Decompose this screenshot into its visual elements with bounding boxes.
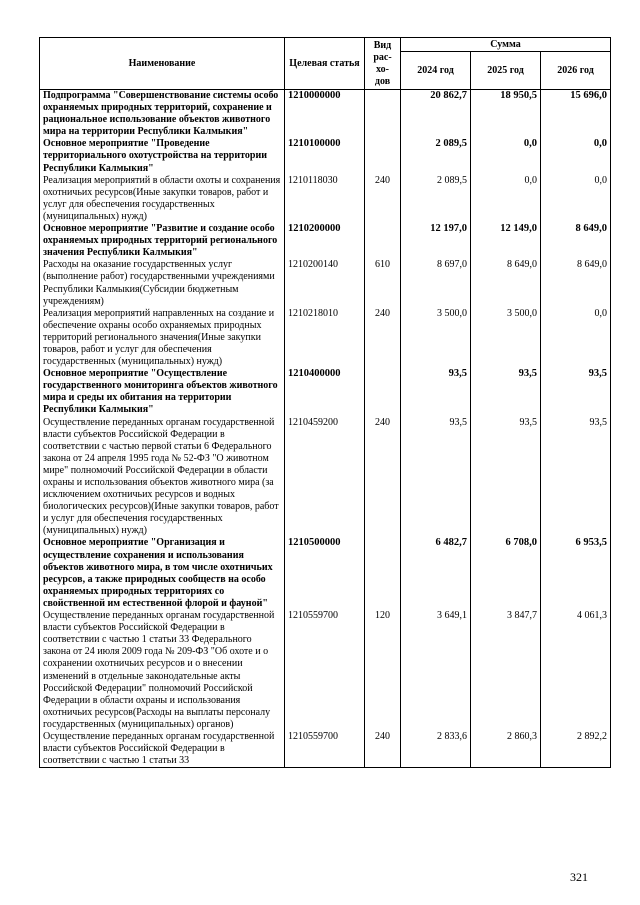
header-year-2025: 2025 год — [471, 52, 541, 90]
row-vid: 240 — [365, 175, 401, 223]
row-name: Основное мероприятие "Организация и осуществление сохранения и использования объектов животного мира, в том числе охотничьих ресурсов, а также природных сообществ на особо охраняемых природных территориях со свойственной им естественной флорой и фауной" — [40, 537, 285, 610]
row-2026: 93,5 — [541, 368, 611, 416]
table-row — [40, 138, 611, 174]
header-sum: Сумма — [401, 38, 611, 52]
row-2025: 93,5 — [471, 417, 541, 538]
row-2024: 20 862,7 — [401, 90, 471, 139]
table-row — [40, 731, 611, 768]
row-2026: 6 953,5 — [541, 537, 611, 610]
row-2024: 8 697,0 — [401, 259, 471, 307]
row-code: 1210000000 — [285, 90, 365, 139]
table-row — [40, 259, 611, 307]
row-2025: 2 860,3 — [471, 731, 541, 768]
row-code: 1210400000 — [285, 368, 365, 416]
row-2024: 3 500,0 — [401, 308, 471, 368]
row-name: Основное мероприятие "Осуществление государственного мониторинга объектов животного мира и среды их обитания на территории Республики Калмыкия" — [40, 368, 285, 416]
row-2024: 2 833,6 — [401, 731, 471, 768]
row-2025: 18 950,5 — [471, 90, 541, 139]
row-2026: 4 061,3 — [541, 610, 611, 731]
row-name: Подпрограмма "Совершенствование системы особо охраняемых природных территорий, сохранение и рациональное использование объектов животного мира на территории Республики Калмыкия" — [40, 90, 285, 139]
row-2026: 2 892,2 — [541, 731, 611, 768]
row-name: Основное мероприятие "Развитие и создание особо охраняемых природных территорий регионального значения Республики Калмыкия" — [40, 223, 285, 259]
row-vid: 240 — [365, 308, 401, 368]
row-vid — [365, 138, 401, 174]
row-2026: 0,0 — [541, 138, 611, 174]
header-target-article: Целевая статья — [285, 38, 365, 90]
row-code: 1210218010 — [285, 308, 365, 368]
table-row — [40, 175, 611, 223]
row-name: Расходы на оказание государственных услуг (выполнение работ) государственными учреждениями Республики Калмыкия(Субсидии бюджетным учреждениям) — [40, 259, 285, 307]
row-code: 1210200000 — [285, 223, 365, 259]
row-2025: 3 500,0 — [471, 308, 541, 368]
row-vid — [365, 90, 401, 139]
row-name: Осуществление переданных органам государственной власти субъектов Российской Федерации в соответствии с частью 1 статьи 33 — [40, 731, 285, 768]
row-code: 1210500000 — [285, 537, 365, 610]
row-2024: 6 482,7 — [401, 537, 471, 610]
page-number: 321 — [570, 870, 588, 884]
row-name: Основное мероприятие "Проведение территориального охотустройства на территории Республики Калмыкия" — [40, 138, 285, 174]
row-name: Осуществление переданных органам государственной власти субъектов Российской Федерации в соответствии с частью 1 статьи 33 Федерального закона от 24 июля 2009 года № 209-ФЗ "Об охоте и о сохранении охотничьих ресурсов и о внесении изменений в отдельные законодательные акты Российской Федерации" полномочий Российской Федерации в области охраны и использования охотничьих ресурсов(Расходы на выплаты персоналу государственных (муниципальных) органов) — [40, 610, 285, 731]
table-row — [40, 537, 611, 610]
row-2026: 8 649,0 — [541, 223, 611, 259]
header-year-2024: 2024 год — [401, 52, 471, 90]
row-2024: 3 649,1 — [401, 610, 471, 731]
header-expense-type: Вид рас- хо- дов — [365, 38, 401, 90]
row-code: 1210118030 — [285, 175, 365, 223]
header-name: Наименование — [40, 38, 285, 90]
row-2024: 2 089,5 — [401, 175, 471, 223]
row-2026: 8 649,0 — [541, 259, 611, 307]
row-vid — [365, 368, 401, 416]
budget-table — [39, 37, 611, 768]
row-code: 1210200140 — [285, 259, 365, 307]
row-2025: 3 847,7 — [471, 610, 541, 731]
row-code: 1210100000 — [285, 138, 365, 174]
row-2024: 93,5 — [401, 417, 471, 538]
row-vid — [365, 537, 401, 610]
header-year-2026: 2026 год — [541, 52, 611, 90]
row-2025: 0,0 — [471, 138, 541, 174]
table-row — [40, 90, 611, 139]
row-2025: 0,0 — [471, 175, 541, 223]
table-row — [40, 417, 611, 538]
row-vid: 240 — [365, 417, 401, 538]
row-2025: 6 708,0 — [471, 537, 541, 610]
row-2026: 0,0 — [541, 308, 611, 368]
table-row — [40, 368, 611, 416]
row-name: Реализация мероприятий в области охоты и сохранения охотничьих ресурсов(Иные закупки товаров, работ и услуг для обеспечения государственных (муниципальных) нужд) — [40, 175, 285, 223]
row-2025: 93,5 — [471, 368, 541, 416]
row-2026: 93,5 — [541, 417, 611, 538]
row-vid: 610 — [365, 259, 401, 307]
row-code: 1210559700 — [285, 610, 365, 731]
row-vid: 120 — [365, 610, 401, 731]
row-2024: 93,5 — [401, 368, 471, 416]
table-row — [40, 610, 611, 731]
row-2025: 12 149,0 — [471, 223, 541, 259]
table-row — [40, 223, 611, 259]
row-2024: 12 197,0 — [401, 223, 471, 259]
row-code: 1210559700 — [285, 731, 365, 768]
row-vid — [365, 223, 401, 259]
row-2026: 0,0 — [541, 175, 611, 223]
row-2024: 2 089,5 — [401, 138, 471, 174]
row-vid: 240 — [365, 731, 401, 768]
row-name: Осуществление переданных органам государственной власти субъектов Российской Федерации в соответствии с частью первой статьи 6 Федерального закона от 24 апреля 1995 года № 52-ФЗ "О животном мире" полномочий Российской Федерации в области охраны и использования объектов животного мира (за исключением охотничьих ресурсов и водных биологических ресурсов)(Иные закупки товаров, работ и услуг для обеспечения государственных (муниципальных) нужд) — [40, 417, 285, 538]
row-2025: 8 649,0 — [471, 259, 541, 307]
row-code: 1210459200 — [285, 417, 365, 538]
row-2026: 15 696,0 — [541, 90, 611, 139]
row-name: Реализация мероприятий направленных на создание и обеспечение охраны особо охраняемых природных территорий регионального значения(Иные закупки товаров, работ и услуг для обеспечения государственных (муниципальных) нужд) — [40, 308, 285, 368]
table-row — [40, 308, 611, 368]
